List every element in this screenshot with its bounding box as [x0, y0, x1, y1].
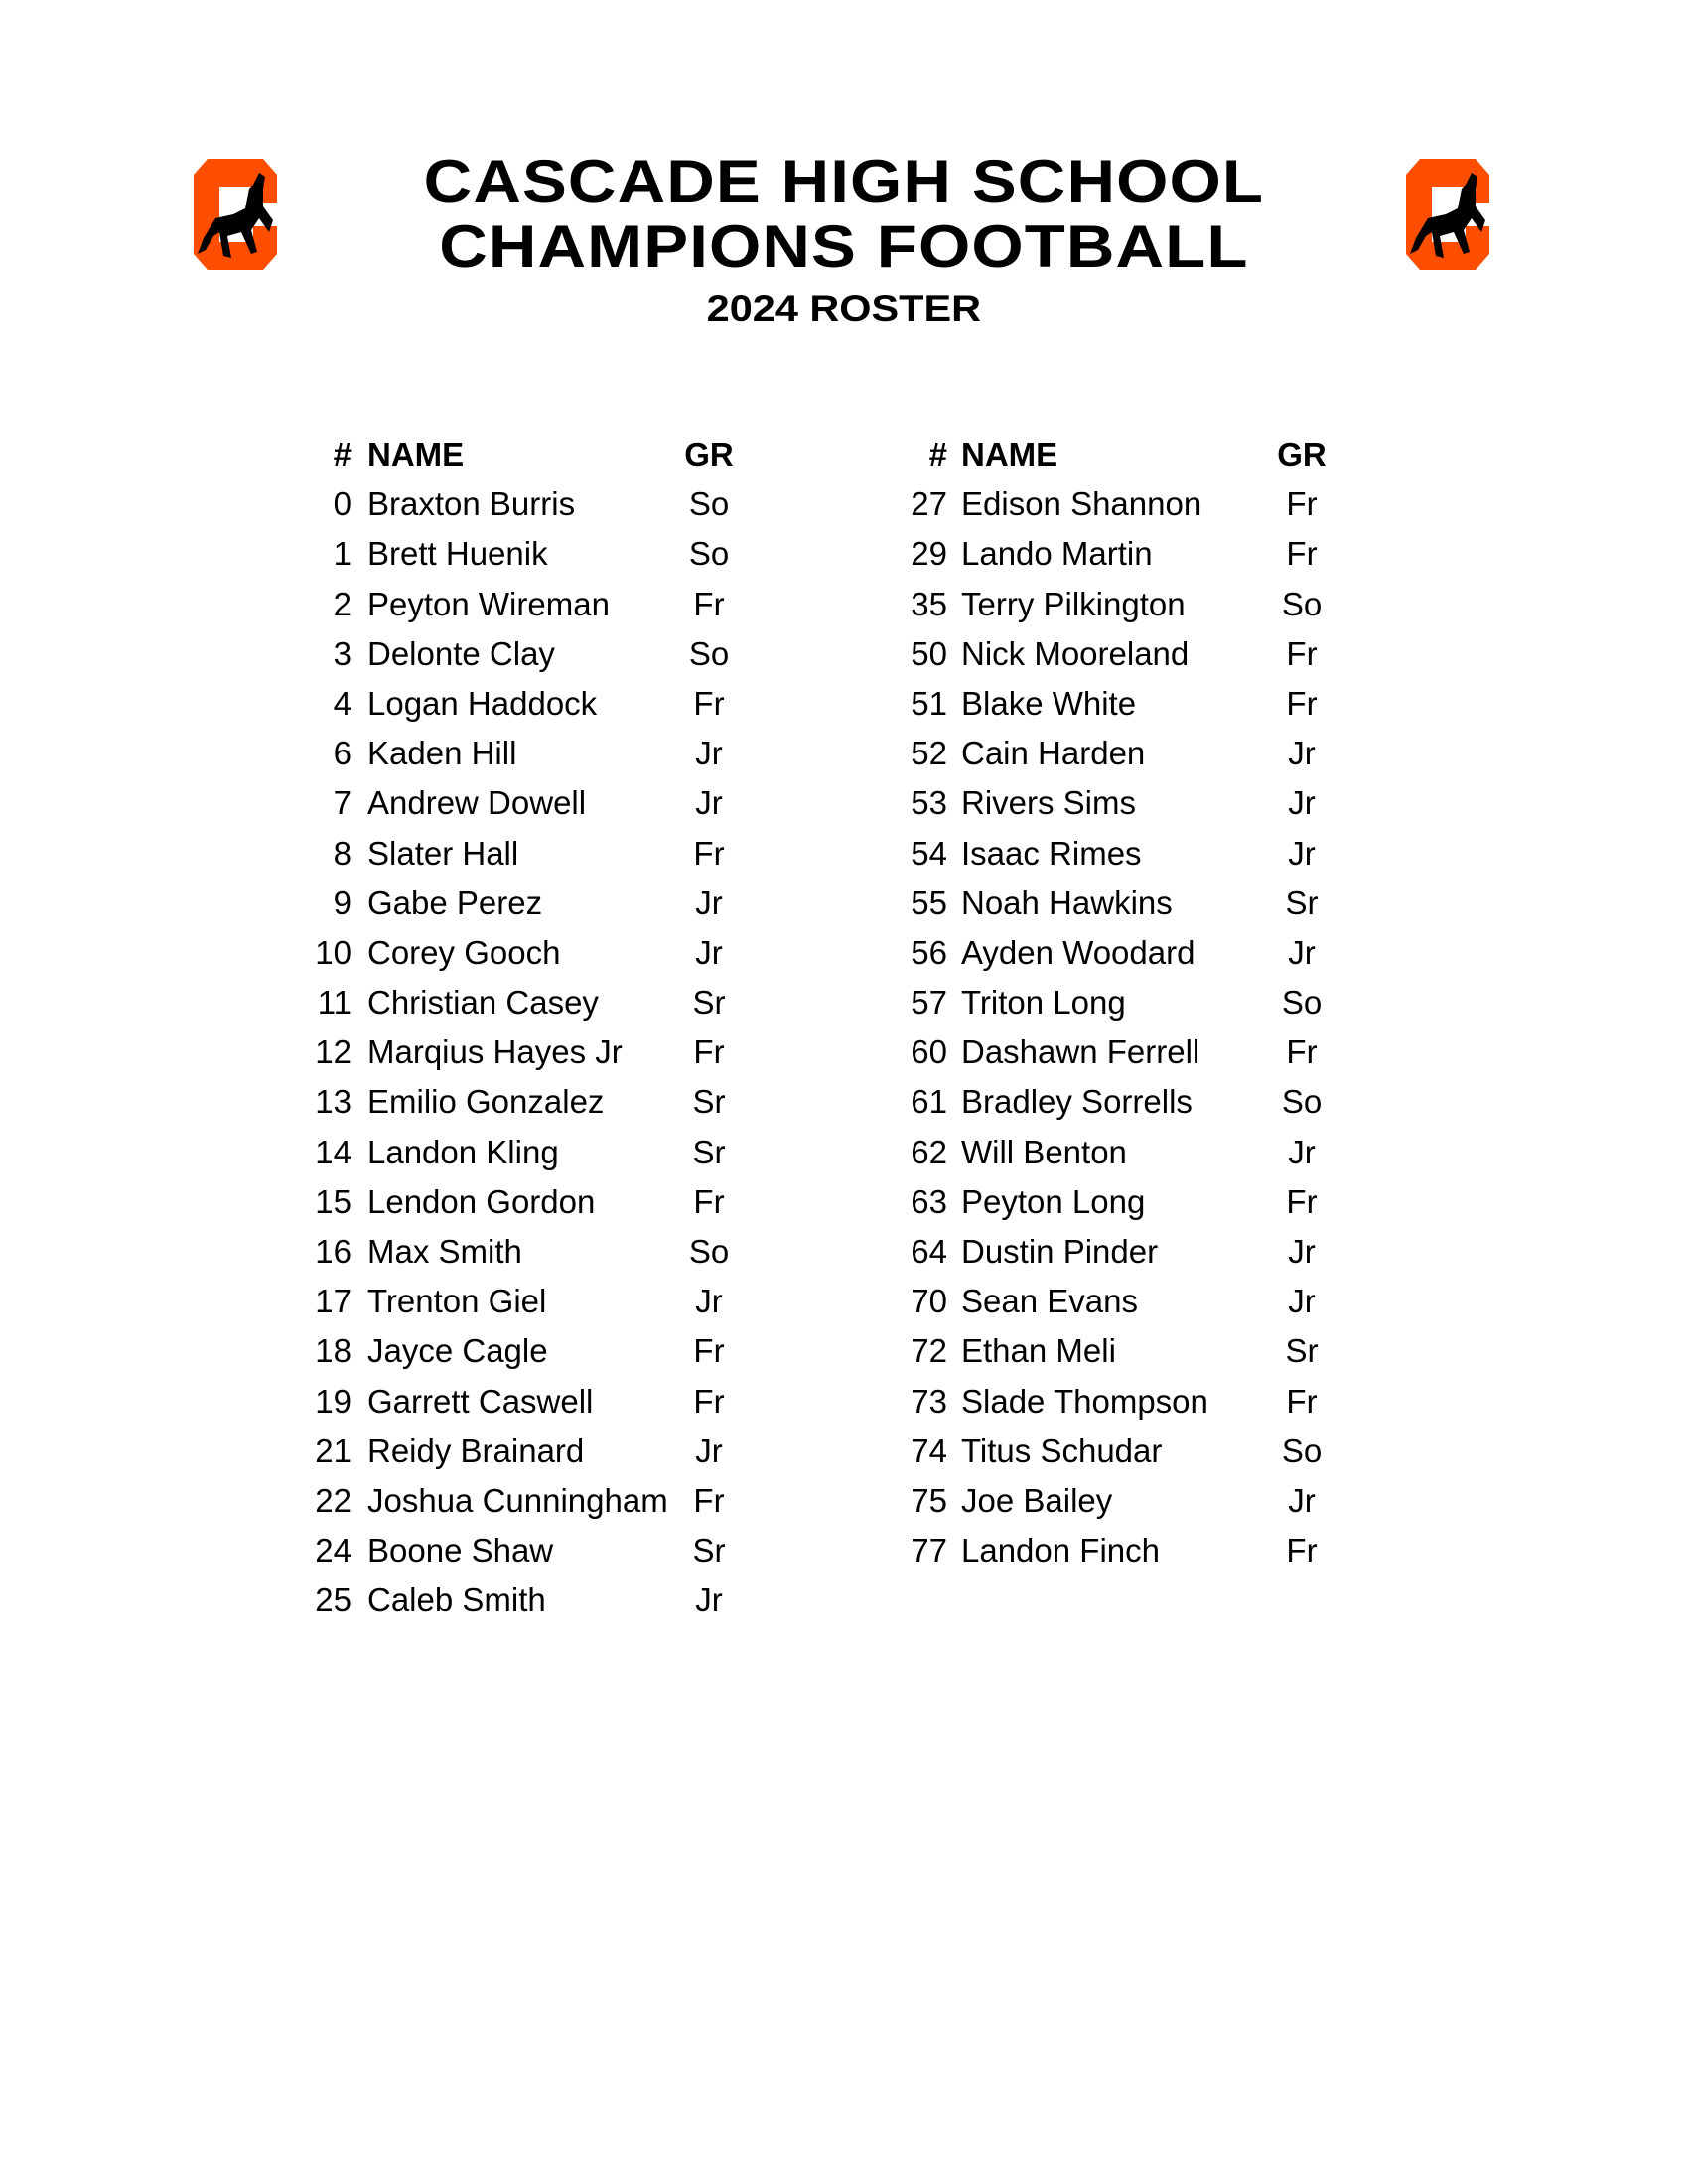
- roster-row: [292, 832, 788, 882]
- header-grade: GR: [684, 436, 734, 473]
- roster-column-right: [888, 433, 1384, 1578]
- player-name: Lendon Gordon: [367, 1182, 596, 1220]
- player-name: Logan Haddock: [367, 684, 598, 722]
- player-number: 64: [911, 1233, 947, 1270]
- player-number: 22: [315, 1481, 352, 1519]
- player-grade: Jr: [1288, 1481, 1316, 1519]
- player-number: 35: [911, 585, 947, 622]
- roster-row: [888, 1180, 1384, 1230]
- player-name: Slade Thompson: [961, 1382, 1208, 1420]
- player-grade: Jr: [1288, 1283, 1316, 1320]
- roster-row: [888, 1430, 1384, 1479]
- player-grade: So: [1281, 1083, 1323, 1121]
- player-name: Garrett Caswell: [367, 1382, 594, 1420]
- player-grade: Fr: [693, 1033, 725, 1071]
- roster-row: [888, 1380, 1384, 1430]
- title-line-1: CASCADE HIGH SCHOOL: [423, 148, 1265, 214]
- player-grade: Jr: [695, 933, 723, 971]
- roster-row: [292, 482, 788, 532]
- player-number: 54: [911, 834, 947, 872]
- player-grade: Jr: [695, 1432, 723, 1469]
- roster-row: [888, 882, 1384, 931]
- player-grade: Jr: [695, 884, 723, 921]
- player-grade: Fr: [693, 1332, 725, 1370]
- player-number: 12: [315, 1033, 352, 1071]
- header-grade: GR: [1277, 436, 1327, 473]
- player-number: 18: [315, 1332, 352, 1370]
- roster-row: [888, 583, 1384, 632]
- roster-row: [888, 1230, 1384, 1280]
- player-name: Caleb Smith: [367, 1581, 546, 1619]
- roster-row: [888, 1529, 1384, 1578]
- player-number: 10: [315, 933, 352, 971]
- player-grade: Jr: [695, 1283, 723, 1320]
- roster-row: [292, 1131, 788, 1180]
- player-number: 62: [911, 1133, 947, 1170]
- player-grade: Sr: [692, 1532, 726, 1570]
- roster-row: [292, 931, 788, 981]
- player-grade: Sr: [1285, 884, 1319, 921]
- player-grade: Fr: [693, 834, 725, 872]
- roster-row: [888, 482, 1384, 532]
- player-name: Blake White: [961, 684, 1137, 722]
- roster-row: [888, 532, 1384, 582]
- player-name: Landon Kling: [367, 1133, 559, 1170]
- roster-subtitle: 2024 ROSTER: [706, 288, 982, 329]
- player-grade: Fr: [1286, 1033, 1318, 1071]
- player-grade: So: [1281, 585, 1323, 622]
- player-name: Noah Hawkins: [961, 884, 1173, 921]
- player-number: 52: [911, 735, 947, 772]
- player-grade: Jr: [1288, 784, 1316, 822]
- player-number: 17: [315, 1283, 352, 1320]
- player-grade: Sr: [692, 984, 726, 1022]
- player-number: 4: [333, 684, 352, 722]
- player-name: Triton Long: [961, 984, 1126, 1022]
- player-grade: Fr: [693, 1481, 725, 1519]
- player-grade: Fr: [693, 1382, 725, 1420]
- player-grade: Fr: [693, 684, 725, 722]
- player-name: Joe Bailey: [961, 1481, 1113, 1519]
- player-grade: Jr: [1288, 1233, 1316, 1270]
- roster-row: [292, 1329, 788, 1379]
- roster-row: [888, 1080, 1384, 1130]
- player-number: 25: [315, 1581, 352, 1619]
- roster-row: [292, 882, 788, 931]
- player-number: 27: [911, 485, 947, 523]
- player-name: Jayce Cagle: [367, 1332, 548, 1370]
- roster-row: [888, 931, 1384, 981]
- player-number: 77: [911, 1532, 947, 1570]
- roster-row: [888, 1131, 1384, 1180]
- player-grade: So: [688, 1233, 730, 1270]
- roster-row: [888, 1479, 1384, 1529]
- roster-row: [292, 682, 788, 732]
- player-number: 51: [911, 684, 947, 722]
- player-number: 15: [315, 1182, 352, 1220]
- player-grade: So: [688, 485, 730, 523]
- roster-row: [292, 981, 788, 1030]
- roster-header-row: [292, 433, 788, 482]
- roster-row: [292, 1380, 788, 1430]
- player-number: 56: [911, 933, 947, 971]
- player-grade: Sr: [1285, 1332, 1319, 1370]
- player-grade: Sr: [692, 1133, 726, 1170]
- player-number: 21: [315, 1432, 352, 1469]
- player-name: Christian Casey: [367, 984, 599, 1022]
- player-grade: Jr: [695, 1581, 723, 1619]
- player-grade: So: [688, 634, 730, 672]
- player-number: 3: [333, 634, 352, 672]
- player-name: Terry Pilkington: [961, 585, 1186, 622]
- roster-row: [292, 1529, 788, 1578]
- player-grade: Fr: [1286, 1532, 1318, 1570]
- player-grade: Jr: [1288, 834, 1316, 872]
- player-number: 16: [315, 1233, 352, 1270]
- player-grade: So: [688, 535, 730, 573]
- player-number: 72: [911, 1332, 947, 1370]
- roster-row: [292, 583, 788, 632]
- player-number: 6: [333, 735, 352, 772]
- player-grade: So: [1281, 984, 1323, 1022]
- player-name: Joshua Cunningham: [367, 1481, 668, 1519]
- player-name: Dashawn Ferrell: [961, 1033, 1200, 1071]
- roster-row: [292, 732, 788, 781]
- player-grade: So: [1281, 1432, 1323, 1469]
- player-name: Peyton Wireman: [367, 585, 610, 622]
- roster-row: [292, 632, 788, 682]
- roster-row: [888, 981, 1384, 1030]
- player-grade: Jr: [1288, 933, 1316, 971]
- player-name: Dustin Pinder: [961, 1233, 1159, 1270]
- player-name: Edison Shannon: [961, 485, 1202, 523]
- player-grade: Jr: [1288, 735, 1316, 772]
- player-grade: Fr: [1286, 535, 1318, 573]
- player-grade: Fr: [1286, 1382, 1318, 1420]
- roster-row: [292, 1479, 788, 1529]
- header-name: NAME: [367, 436, 465, 473]
- player-number: 14: [315, 1133, 352, 1170]
- player-name: Corey Gooch: [367, 933, 561, 971]
- player-name: Will Benton: [961, 1133, 1127, 1170]
- player-name: Bradley Sorrells: [961, 1083, 1193, 1121]
- player-name: Lando Martin: [961, 535, 1153, 573]
- player-number: 1: [333, 535, 352, 573]
- player-name: Boone Shaw: [367, 1532, 554, 1570]
- header-name: NAME: [961, 436, 1058, 473]
- player-grade: Jr: [695, 784, 723, 822]
- player-name: Isaac Rimes: [961, 834, 1142, 872]
- player-name: Ayden Woodard: [961, 933, 1196, 971]
- player-name: Ethan Meli: [961, 1332, 1116, 1370]
- title-line-2: CHAMPIONS FOOTBALL: [439, 213, 1249, 280]
- roster-row: [292, 781, 788, 831]
- player-name: Rivers Sims: [961, 784, 1137, 822]
- player-number: 9: [333, 884, 352, 921]
- player-grade: Jr: [1288, 1133, 1316, 1170]
- player-name: Reidy Brainard: [367, 1432, 585, 1469]
- player-name: Braxton Burris: [367, 485, 576, 523]
- player-name: Landon Finch: [961, 1532, 1160, 1570]
- player-number: 19: [315, 1382, 352, 1420]
- player-name: Gabe Perez: [367, 884, 543, 921]
- roster-row: [292, 1280, 788, 1329]
- player-name: Trenton Giel: [367, 1283, 547, 1320]
- roster-row: [888, 1329, 1384, 1379]
- player-number: 61: [911, 1083, 947, 1121]
- player-name: Sean Evans: [961, 1283, 1138, 1320]
- player-number: 75: [911, 1481, 947, 1519]
- player-grade: Fr: [1286, 1182, 1318, 1220]
- header-number: #: [333, 436, 352, 473]
- player-name: Titus Schudar: [961, 1432, 1163, 1469]
- player-grade: Fr: [1286, 634, 1318, 672]
- roster-row: [888, 781, 1384, 831]
- player-number: 2: [333, 585, 352, 622]
- player-number: 53: [911, 784, 947, 822]
- player-grade: Jr: [695, 735, 723, 772]
- roster-row: [292, 1230, 788, 1280]
- player-name: Andrew Dowell: [367, 784, 587, 822]
- player-number: 57: [911, 984, 947, 1022]
- player-number: 11: [317, 984, 352, 1022]
- player-grade: Fr: [693, 585, 725, 622]
- player-number: 50: [911, 634, 947, 672]
- player-grade: Fr: [693, 1182, 725, 1220]
- player-number: 8: [333, 834, 352, 872]
- player-number: 29: [911, 535, 947, 573]
- player-number: 70: [911, 1283, 947, 1320]
- player-number: 73: [911, 1382, 947, 1420]
- player-name: Nick Mooreland: [961, 634, 1190, 672]
- roster-row: [888, 732, 1384, 781]
- player-number: 55: [911, 884, 947, 921]
- player-number: 74: [911, 1432, 947, 1469]
- roster-row: [888, 1280, 1384, 1329]
- player-grade: Fr: [1286, 485, 1318, 523]
- roster-column-left: [292, 433, 788, 1629]
- player-name: Slater Hall: [367, 834, 519, 872]
- player-name: Delonte Clay: [367, 634, 555, 672]
- roster-row: [888, 832, 1384, 882]
- player-number: 7: [333, 784, 352, 822]
- roster-row: [888, 632, 1384, 682]
- roster-row: [292, 1080, 788, 1130]
- player-grade: Fr: [1286, 684, 1318, 722]
- player-number: 24: [315, 1532, 352, 1570]
- roster-row: [292, 1578, 788, 1628]
- player-name: Kaden Hill: [367, 735, 517, 772]
- roster-row: [292, 1030, 788, 1080]
- roster-row: [292, 1180, 788, 1230]
- roster-header-row: [888, 433, 1384, 482]
- player-number: 0: [333, 485, 352, 523]
- player-number: 60: [911, 1033, 947, 1071]
- roster-row: [888, 682, 1384, 732]
- player-number: 63: [911, 1182, 947, 1220]
- player-name: Emilio Gonzalez: [367, 1083, 605, 1121]
- player-number: 13: [315, 1083, 352, 1121]
- header-number: #: [928, 436, 947, 473]
- player-name: Brett Huenik: [367, 535, 548, 573]
- roster-row: [888, 1030, 1384, 1080]
- roster-row: [292, 532, 788, 582]
- player-name: Marqius Hayes Jr: [367, 1033, 623, 1071]
- player-grade: Sr: [692, 1083, 726, 1121]
- player-name: Cain Harden: [961, 735, 1146, 772]
- roster-row: [292, 1430, 788, 1479]
- player-name: Max Smith: [367, 1233, 522, 1270]
- player-name: Peyton Long: [961, 1182, 1146, 1220]
